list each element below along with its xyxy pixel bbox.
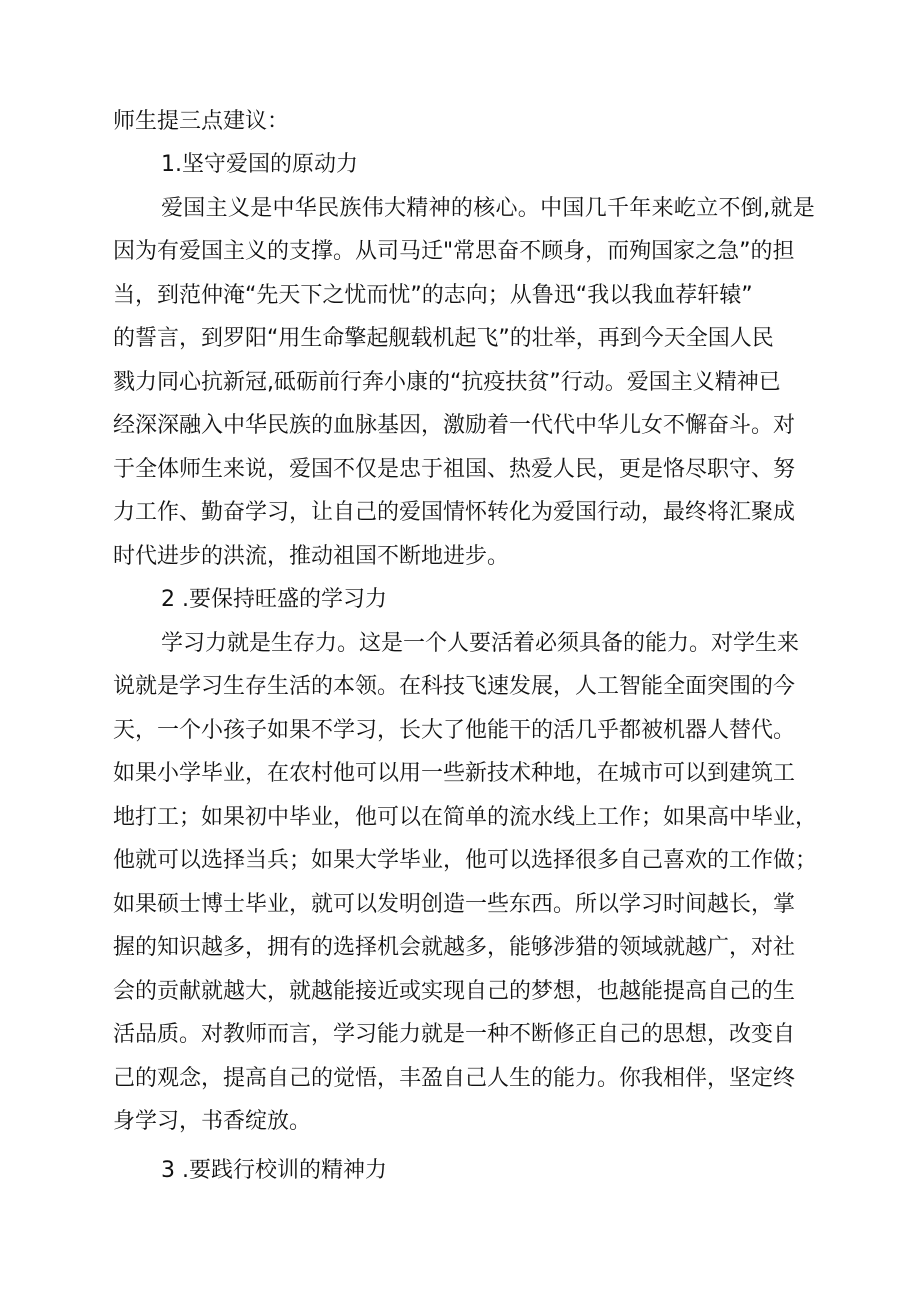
paragraph-2-line-3: 天，一个小孩子如果不学习，长大了他能干的活几乎都被机器人替代。 xyxy=(113,718,796,743)
heading-3: 3 .要践行校训的精神力 xyxy=(161,1158,387,1183)
paragraph-1-line-7: 于全体师生来说，爱国不仅是忠于祖国、热爱人民，更是恪尽职守、努 xyxy=(113,457,796,482)
paragraph-2-line-11: 己的观念，提高自己的觉悟，丰盈自己人生的能力。你我相伴，坚定终 xyxy=(113,1066,796,1091)
paragraph-2-line-8: 握的知识越多，拥有的选择机会就越多，能够涉猎的领域就越广，对社 xyxy=(113,935,796,960)
paragraph-1-line-3: 当，到范仲淹“先天下之忧而忧”的志向；从鲁迅“我以我血荐轩辕” xyxy=(113,283,753,308)
paragraph-2-line-12: 身学习，书香绽放。 xyxy=(113,1109,312,1134)
paragraph-2-line-6: 他就可以选择当兵；如果大学毕业，他可以选择很多自己喜欢的工作做； xyxy=(113,848,818,873)
paragraph-2-line-7: 如果硕士博士毕业，就可以发明创造一些东西。所以学习时间越长，掌 xyxy=(113,892,796,917)
paragraph-1-line-4: 的誓言，到罗阳“用生命擎起舰载机起飞”的壮举，再到今天全国人民 xyxy=(113,326,774,351)
paragraph-1-line-1: 爱国主义是中华民族伟大精神的核心。中国几千年来屹立不倒,就是 xyxy=(161,196,815,221)
paragraph-2-line-5: 地打工；如果初中毕业，他可以在简单的流水线上工作；如果高中毕业， xyxy=(113,805,818,830)
paragraph-2-line-10: 活品质。对教师而言，学习能力就是一种不断修正自己的思想，改变自 xyxy=(113,1022,796,1047)
paragraph-1-line-5: 戮力同心抗新冠,砥砺前行奔小康的“抗疫扶贫”行动。爱国主义精神已 xyxy=(113,370,781,395)
paragraph-1-line-8: 力工作、勤奋学习，让自己的爱国情怀转化为爱国行动，最终将汇聚成 xyxy=(113,500,796,525)
paragraph-2-line-4: 如果小学毕业，在农村他可以用一些新技术种地，在城市可以到建筑工 xyxy=(113,761,796,786)
heading-2: 2 .要保持旺盛的学习力 xyxy=(161,587,387,612)
paragraph-1-line-9: 时代进步的洪流，推动祖国不断地进步。 xyxy=(113,544,510,569)
heading-1: 1.坚守爱国的原动力 xyxy=(161,152,358,177)
paragraph-2-line-9: 会的贡献就越大，就越能接近或实现自己的梦想，也越能提高自己的生 xyxy=(113,979,796,1004)
paragraph-1-line-6: 经深深融入中华民族的血脉基因，激励着一代代中华儿女不懈奋斗。对 xyxy=(113,413,796,438)
paragraph-1-line-2: 因为有爱国主义的支撑。从司马迁"常思奋不顾身，而殉国家之急”的担 xyxy=(113,239,795,264)
paragraph-2-line-2: 说就是学习生存生活的本领。在科技飞速发展，人工智能全面突围的今 xyxy=(113,674,796,699)
paragraph-2-line-1: 学习力就是生存力。这是一个人要活着必须具备的能力。对学生来 xyxy=(161,631,800,656)
intro-line: 师生提三点建议： xyxy=(113,109,290,134)
